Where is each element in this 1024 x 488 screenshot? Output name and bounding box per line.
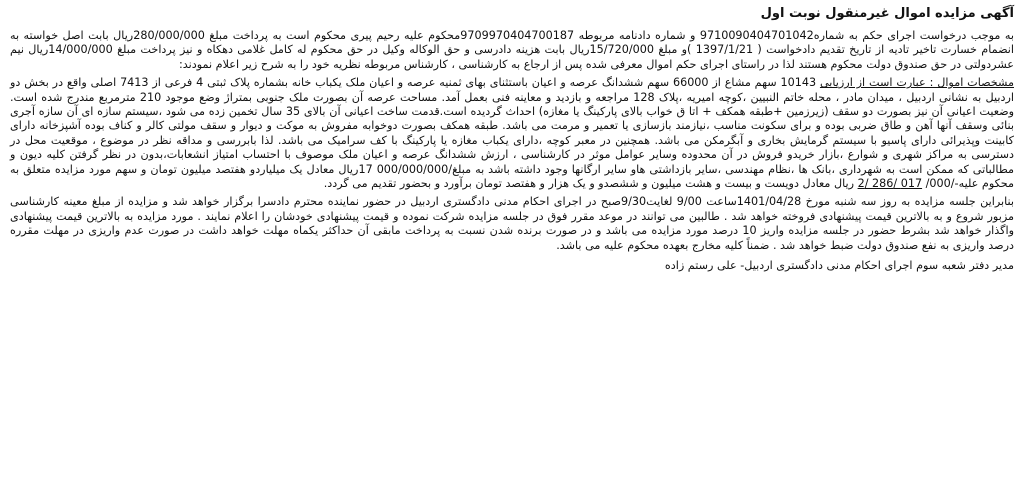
paragraph-property-specs xyxy=(10,76,1014,191)
signature-line: مدیر دفتر شعبه سوم اجرای احکام مدنی دادگستری اردبیل- علی رستم زاده xyxy=(664,259,1014,273)
property-specs-closing: ریال معادل دویست و بیست و هشت میلیون و ششصدو و یک هزار و هفتصد تومان برآورد و بحضور تقدیم می گردد. xyxy=(323,177,855,191)
property-share-value: 017 /286 /2 xyxy=(857,177,923,191)
property-specs-body: 10143 سهم مشاع از 66000 سهم ششدانگ عرصه و اعیان باستثنای بهای ثمنیه عرصه و اعیان ملک یکباب خانه بشماره پلاک ثبتی 4 فرعی از 7413 اصلی واقع در بخش دو اردبیل به نشانی اردبیل ، میدان مادر ، محله خاتم النبیین ،کوچه امیریه ،پلاک 128 مراجعه و بازدید و معاینه فنی بعمل آمد. مساحت عرصه آن بصورت ملک جنوبی بمتراژ وضع موجود 210 مترمربع مندرج شده است. وضعیت اعیانی آن نیز بصورت دو سقف (زیرزمین +طبقه همکف + اتا ق خواب بالای پارکینگ یا مغازه) احداث گردیده است.قدمت ساخت اعیانی آن بالای 35 سال تخمین زده می شود ،سیستم سازه ای آن سازه آجری بنائی وسقف آنها آهن و طاق ضربی بوده و برای سکونت مناسب ،نیازمند بازسازی یا تعمیر و مرمت می باشد. طبقه همکف بصورت دوخوابه مفروش به موکت و دیوار و سقف مولتی کالر و کناف بوده آشپزخانه دارای کابینت وپذیرائی دارای پاسیو با سیستم گرمایش بخاری و آبگرمکن می باشد. همچنین در معبر کوچه ،دارای یکباب مغازه یا پارکینگ با کف سرامیک می باشد. لذا بابررسی و مداقه نظر در موضوع ، موقعیت محل در دسترسی به مراکز شهری و شوارع ،بازار خریدو فروش در آن محدوده وسایر عوامل موثر در کارشناسی ، ارزش ششدانگ عرصه و اعیان ملک موصوف با احتساب امتیاز انشعابات،بدون در نظر گرفتن کلیه دیون و مطالباتی که ممکن است به شهرداری ،بانک ها ،نظام مهندسی ،سایر بازداشتی هاو سایر ارگانها وجود داشته باشد به مبلغ/000/000/000 17ریال معادل یک میلیاردو هفتصد میلیون تومان و سهم مورد مزایده متعلق به محکوم علیه-/000/ xyxy=(10,76,1014,191)
property-specs-label: مشخصات اموال : عبارت است از ارزیابی xyxy=(819,76,1014,90)
paragraph-execution-order: به موجب درخواست اجرای حکم به شماره9710090404701042 و شماره دادنامه مربوطه 9709970404700187محکوم علیه رحیم پیری محکوم است به پرداخت مبلغ 280/000/000ریال بابت اصل خواسته به انضمام خسارت تاخیر تادیه از تاریخ تقدیم دادخواست ( 1397/1/21 )و مبلغ 15/720/000ریال بابت هزینه دادرسی و حق الوکاله وکیل در حق محکوم له کامل غلامی دهکاه و نیز پرداخت مبلغ 14/000/000ریال نیم عشردولتی در حق صندوق دولت محکوم هستند لذا در راستای اجرای حکم اموال معرفی شده پس از ارجاع به کارشناسی ، کارشناس مربوطه نظریه خود را به شرح زیر اعلام نمودند: xyxy=(10,29,1014,71)
notice-title: آگهی مزایده اموال غیرمنقول نوبت اول xyxy=(760,6,1014,21)
paragraph-auction-session: بنابراین جلسه مزایده به روز سه شنبه مورخ 1401/04/28ساعت 9/00 لغایت9/30صبح در اجرای احکام مدنی دادگستری اردبیل در حضور نماینده محترم دادسرا برگزار خواهد شد و مزایده از مبلغ معینه کارشناسی مزبور شروع و به بالاترین قیمت پیشنهادی فروخته خواهد شد . طالبین می توانند در موعد مقرر فوق در جلسه مزایده شرکت نموده و قیمت پیشنهادی خودشان را اعلام نمایند . مورد مزایده به بالاترین قیمت پیشنهادی واگذار خواهد شد بشرط حضور در جلسه مزایده واریز 10 درصد مورد مزایده می باشد و در صورت برنده شدن نسبت به پرداخت مابقی آن حداکثر یکماه مهلت خواهد داشت در صورت عدم واریزی در مهلت مقرره درصد واریزی به نفع صندوق دولت ضبط خواهد شد . ضمناً کلیه مخارج بعهده محکوم علیه می باشد. xyxy=(10,195,1015,252)
